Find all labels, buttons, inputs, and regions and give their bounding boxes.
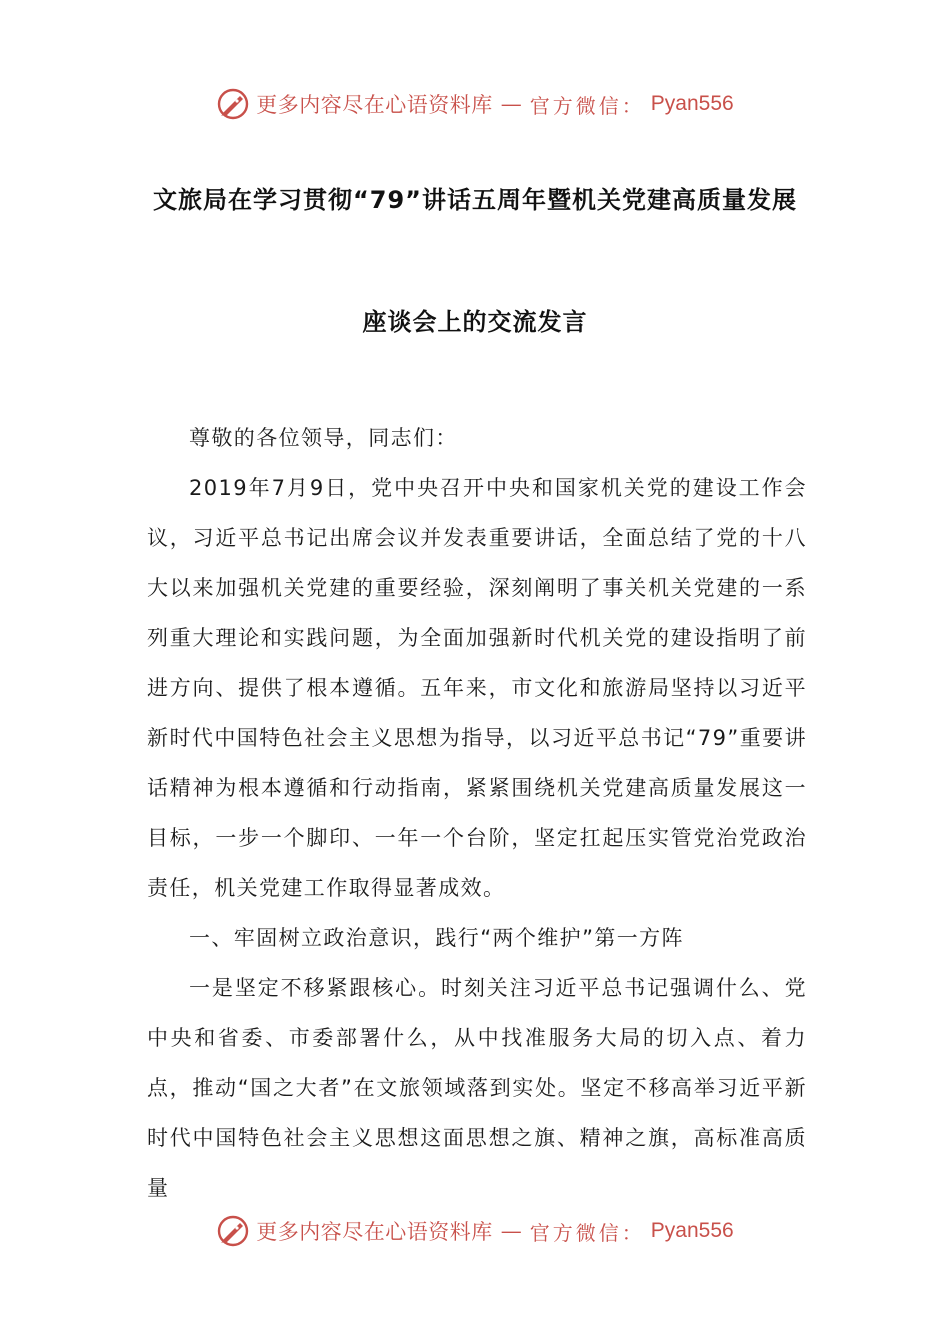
watermark-separator: — xyxy=(500,92,522,116)
watermark-text: 更多内容尽在心语资料库 xyxy=(256,93,493,117)
watermark-wechat-id: Pyan556 xyxy=(650,92,734,115)
watermark-wechat-label: 官方微信： xyxy=(529,93,645,118)
greeting: 尊敬的各位领导，同志们： xyxy=(189,426,458,450)
document-title-line-1: 文旅局在学习贯彻“79”讲话五周年暨机关党建高质量发展 xyxy=(153,186,797,214)
document-body xyxy=(147,413,807,1213)
watermark-wechat-id: Pyan556 xyxy=(650,1219,734,1242)
footer-watermark xyxy=(0,1211,950,1251)
document-title-line-2: 座谈会上的交流发言 xyxy=(362,308,588,336)
pen-nib-logo-icon xyxy=(216,87,250,121)
watermark-text: 更多内容尽在心语资料库 xyxy=(256,1220,493,1244)
paragraph: 一是坚定不移紧跟核心。时刻关注习近平总书记强调什么、党中央和省委、市委部署什么，从中找准服务大局的切入点、着力点，推动“国之大者”在文旅领域落到实处。坚定不移高举习近平新时代中国特色社会主义思想这面思想之旗、精神之旗，高标准高质量 xyxy=(147,976,807,1200)
watermark-separator: — xyxy=(500,1219,522,1243)
watermark-wechat-label: 官方微信： xyxy=(529,1220,645,1245)
pen-nib-logo-icon xyxy=(216,1214,250,1248)
section-heading: 一、牢固树立政治意识，践行“两个维护”第一方阵 xyxy=(189,926,684,950)
header-watermark xyxy=(0,84,950,124)
paragraph: 2019年7月9日，党中央召开中央和国家机关党的建设工作会议，习近平总书记出席会议并发表重要讲话，全面总结了党的十八大以来加强机关党建的重要经验，深刻阐明了事关机关党建的一系列重大理论和实践问题，为全面加强新时代机关党的建设指明了前进方向、提供了根本遵循。五年来，市文化和旅游局坚持以习近平新时代中国特色社会主义思想为指导，以习近平总书记“79”重要讲话精神为根本遵循和行动指南，紧紧围绕机关党建高质量发展这一目标，一步一个脚印、一年一个台阶，坚定扛起压实管党治党政治责任，机关党建工作取得显著成效。 xyxy=(147,476,807,900)
